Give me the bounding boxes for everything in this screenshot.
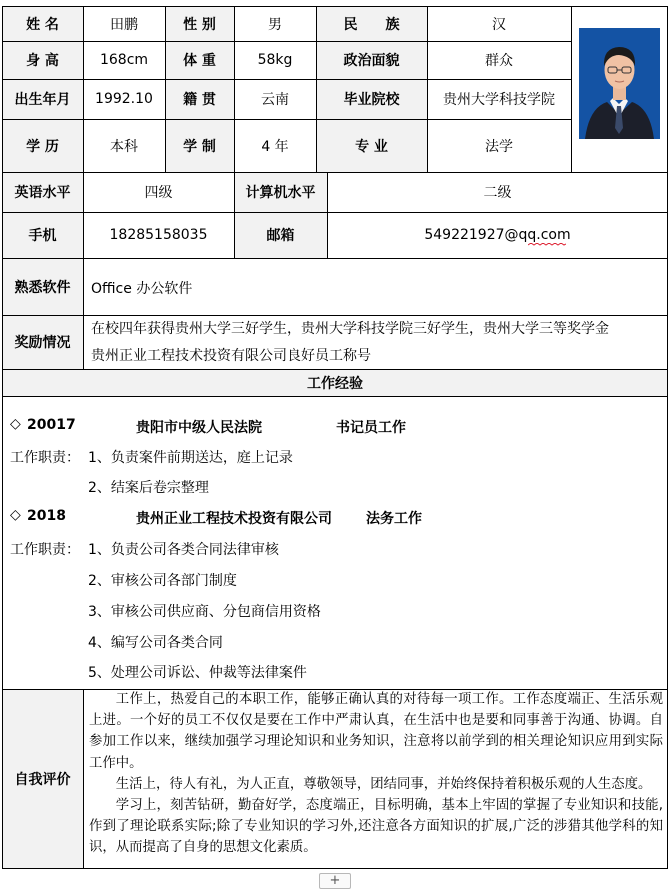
job2-duty: 1、负责公司各类合同法律审核 — [88, 542, 279, 558]
job2-position: 法务工作 — [366, 511, 422, 527]
self-eval-label: 自我评价 — [2, 689, 83, 869]
weight-label: 体 重 — [165, 41, 234, 79]
duration-value: 4 年 — [261, 138, 289, 155]
political-value: 群众 — [485, 53, 513, 69]
bullet-icon: ◇ — [10, 416, 21, 432]
job1-position: 书记员工作 — [336, 420, 406, 436]
gender-label: 性 别 — [165, 6, 234, 41]
birth-label: 出生年月 — [2, 79, 83, 119]
ethnicity-label: 民 族 — [316, 6, 427, 41]
native-value: 云南 — [261, 92, 289, 108]
gender-value: 男 — [268, 16, 282, 33]
phone-label: 手机 — [2, 212, 83, 258]
job1-duty: 1、负责案件前期送达，庭上记录 — [88, 450, 293, 466]
duration-label: 学 制 — [165, 119, 234, 172]
awards-line-2: 贵州正业工程技术投资有限公司良好员工称号 — [91, 348, 371, 364]
self-eval-study: 学习上，刻苦钻研，勤奋好学，态度端正，目标明确，基本上牢固的掌握了专业知识和技能,作到了理论联系实际;除了专业知识的学习外,还注意各方面知识的扩展,广泛的涉猎其他学科的知识，从而提高了自身的思想文化素质。 — [89, 798, 663, 856]
computer-value: 二级 — [483, 185, 512, 201]
software-label: 熟悉软件 — [2, 258, 83, 315]
job2-duty: 4、编写公司各类合同 — [88, 635, 223, 651]
spellcheck-underline — [528, 243, 566, 247]
email-label: 邮箱 — [234, 212, 327, 258]
self-eval-life: 生活上，待人有礼，为人正直，尊敬领导，团结同事，并始终保持着积极乐观的人生态度。 — [115, 776, 652, 792]
computer-label: 计算机水平 — [234, 172, 327, 212]
self-eval-text — [89, 689, 663, 859]
job2-year: 2018 — [27, 508, 66, 524]
job1-duty-label: 工作职责： — [10, 450, 80, 466]
job2-duty: 3、审核公司供应商、分包商信用资格 — [88, 604, 321, 620]
weight-value: 58kg — [257, 52, 293, 68]
job1-year: 20017 — [27, 417, 76, 433]
job2-duty-label: 工作职责： — [10, 542, 80, 558]
height-value: 168cm — [99, 52, 149, 68]
bullet-icon: ◇ — [10, 507, 21, 523]
ethnicity-value: 汉 — [492, 16, 506, 33]
self-eval-work: 工作上，热爱自己的本职工作，能够正确认真的对待每一项工作。工作态度端正、生活乐观上进。一个好的员工不仅仅是要在工作中严肃认真，在生活中也是要和同事善于沟通、协调。自参加工作以来，继续加强学习理论知识和业务知识，注意将以前学到的相关理论知识应用到实际工作中。 — [89, 692, 663, 771]
birth-value: 1992.10 — [95, 91, 153, 107]
job2-duty: 5、处理公司诉讼、仲裁等法律案件 — [88, 665, 307, 681]
major-label: 专 业 — [316, 119, 427, 172]
native-label: 籍 贯 — [165, 79, 234, 119]
profile-photo — [579, 28, 660, 139]
job1-company: 贵阳市中级人民法院 — [136, 420, 262, 436]
portrait-image — [579, 28, 660, 139]
height-label: 身 高 — [2, 41, 83, 79]
job2-company: 贵州正业工程技术投资有限公司 — [136, 511, 332, 527]
awards-label: 奖励情况 — [2, 315, 83, 369]
phone-value: 18285158035 — [109, 227, 208, 243]
english-value: 四级 — [144, 185, 173, 201]
add-row-button[interactable]: + — [319, 873, 351, 889]
school-value: 贵州大学科技学院 — [443, 92, 555, 108]
software-value: Office 办公软件 — [91, 281, 193, 297]
name-label: 姓 名 — [2, 6, 83, 41]
english-label: 英语水平 — [2, 172, 83, 212]
political-label: 政治面貌 — [316, 41, 427, 79]
major-value: 法学 — [485, 138, 513, 155]
edu-value: 本科 — [110, 138, 138, 155]
school-label: 毕业院校 — [316, 79, 427, 119]
job2-duty: 2、审核公司各部门制度 — [88, 573, 237, 589]
awards-line-1: 在校四年获得贵州大学三好学生，贵州大学科技学院三好学生，贵州大学三等奖学金 — [91, 321, 609, 337]
name-value: 田鹏 — [110, 16, 138, 33]
email-value: 549221927@qq.com — [424, 227, 571, 243]
edu-label: 学 历 — [2, 119, 83, 172]
work-section-title: 工作经验 — [2, 369, 668, 396]
job1-duty: 2、结案后卷宗整理 — [88, 480, 209, 496]
